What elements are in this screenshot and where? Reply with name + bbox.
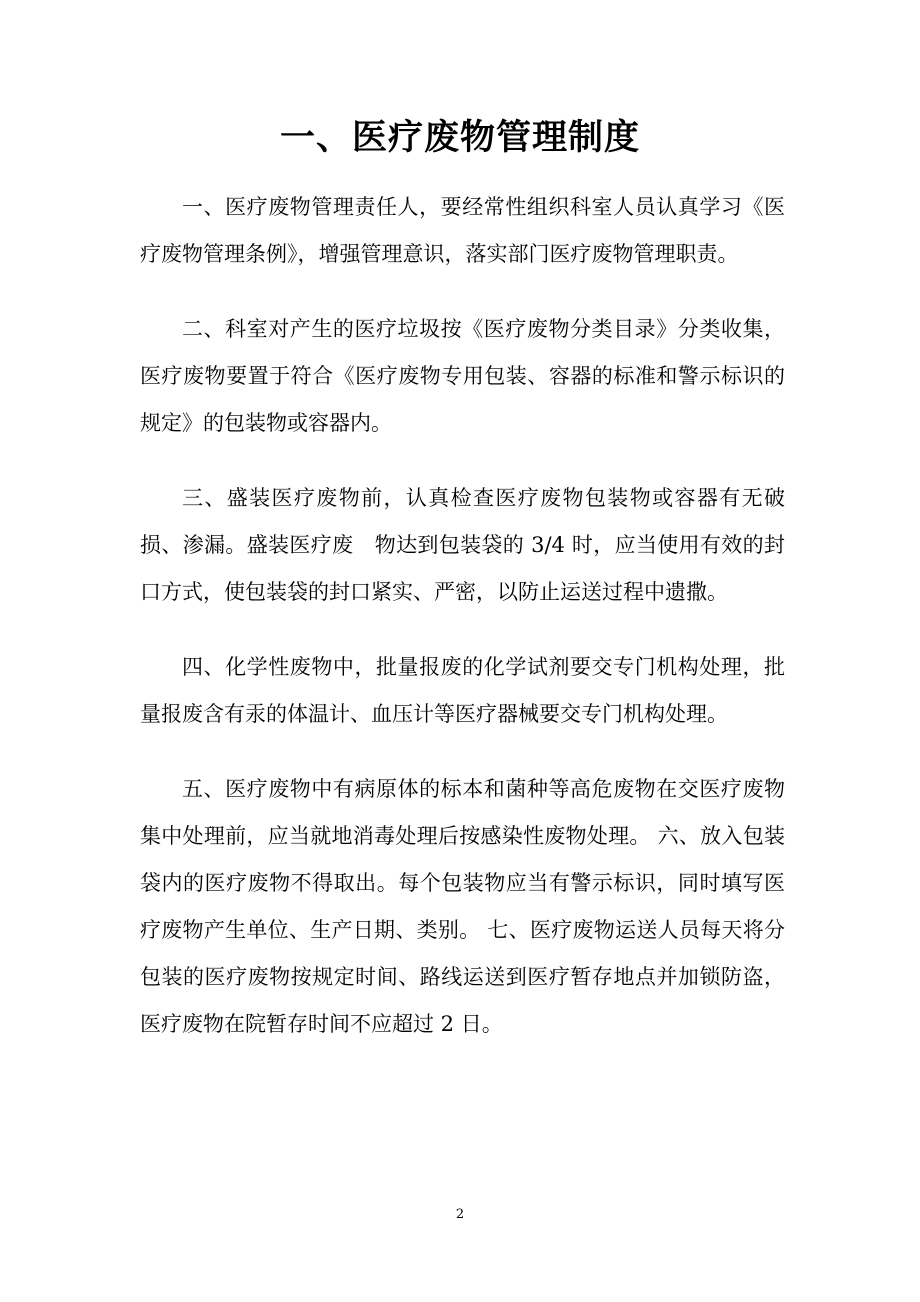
paragraph-3: 三、盛装医疗废物前，认真检查医疗废物包装物或容器有无破损、渗漏。盛装医疗废 物达到包装袋的 3/4 时，应当使用有效的封口方式，使包装袋的封口紧实、严密，以防止运送过程中遗撒。 [140, 486, 785, 604]
paragraph-2: 二、科室对产生的医疗垃圾按《医疗废物分类目录》分类收集，医疗废物要置于符合《医疗废物专用包装、容器的标准和警示标识的规定》的包装物或容器内。 [140, 317, 785, 435]
page-title: 一、医疗废物管理制度 [279, 117, 640, 158]
document-body [140, 184, 785, 1076]
paragraph-5: 五、医疗废物中有病原体的标本和菌种等高危废物在交医疗废物集中处理前，应当就地消毒处理后按感染性废物处理。 六、放入包装袋内的医疗废物不得取出。每个包装物应当有警示标识，同时填写医疗废物产生单位、生产日期、类别。 七、医疗废物运送人员每天将分包装的医疗废物按规定时间、路线运送到医疗暂存地点并加锁防盗，医疗废物在院暂存时间不应超过 2 日。 [140, 777, 785, 1036]
paragraph-1: 一、医疗废物管理责任人，要经常性组织科室人员认真学习《医疗废物管理条例》，增强管理意识，落实部门医疗废物管理职责。 [140, 195, 785, 266]
page-number: 2 [455, 1207, 465, 1222]
paragraph-4: 四、化学性废物中，批量报废的化学试剂要交专门机构处理，批量报废含有汞的体温计、血压计等医疗器械要交专门机构处理。 [140, 655, 785, 726]
